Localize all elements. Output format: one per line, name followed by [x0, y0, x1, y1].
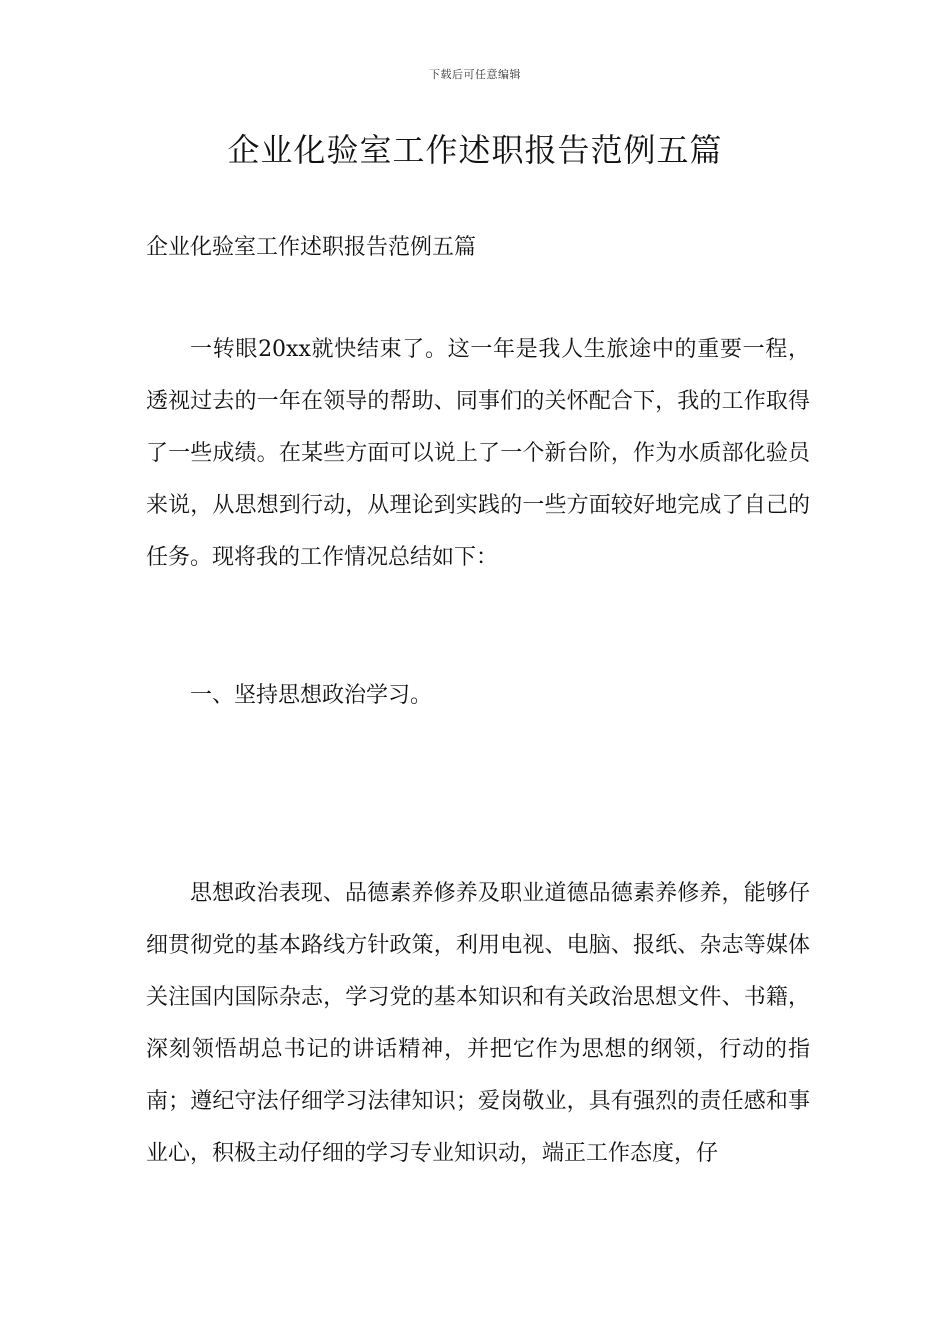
paragraph-political-study: 思想政治表现、品德素养修养及职业道德品德素养修养，能够仔细贯彻党的基本路线方针政策，利用电视、电脑、报纸、杂志等媒体关注国内国际杂志，学习党的基本知识和有关政治思想文件、书籍，深刻领悟胡总书记的讲话精神，并把它作为思想的纲领，行动的指南；遵纪守法仔细学习法律知识；爱岗敬业，具有强烈的责任感和事业心，积极主动仔细的学习专业知识动，端正工作态度，仔	[146, 881, 810, 1166]
section-heading-1: 一、坚持思想政治学习。	[190, 683, 433, 708]
document-subtitle: 企业化验室工作述职报告范例五篇	[146, 235, 477, 260]
document-title: 企业化验室工作述职报告范例五篇	[227, 131, 723, 169]
paragraph-intro: 一转眼20xx就快结束了。这一年是我人生旅途中的重要一程，透视过去的一年在领导的帮助、同事们的关怀配合下，我的工作取得了一些成绩。在某些方面可以说上了一个新台阶，作为水质部化验员来说，从思想到行动，从理论到实践的一些方面较好地完成了自己的任务。现将我的工作情况总结如下：	[146, 337, 810, 570]
header-note: 下载后可任意编辑	[429, 68, 521, 81]
